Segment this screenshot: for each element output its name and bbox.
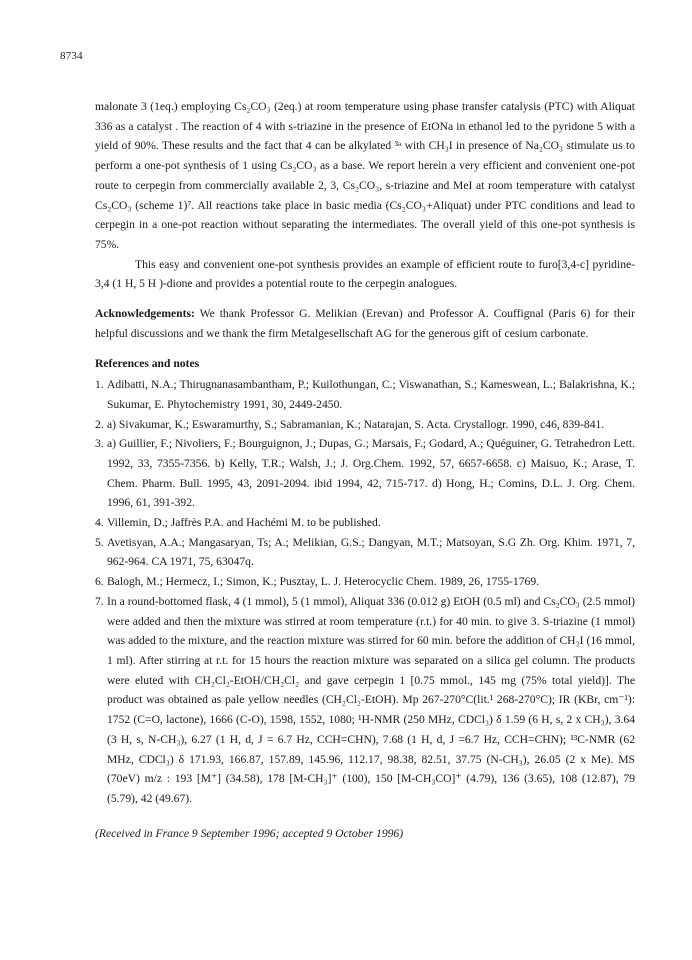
reference-number: 6. (95, 575, 104, 589)
reference-number: 5. (95, 535, 104, 549)
reference-text: Adibatti, N.A.; Thirugnanasambantham, P.; Kuilothungan, C.; Viswanathan, S.; Kameswean, L.; Balakrishna, K.; Sukumar, E. Phytochemistry 1991, 30, 2449-2450. (107, 378, 635, 411)
reference-text: a) Guillier, F.; Nivoliers, F.; Bourguignon, J.; Dupas, G.; Marsais, F.; Godard, A.; Quéguiner, G. Tetrahedron Lett. 1992, 33, 7355-7356. b) Kelly, T.R.; Walsh, J.; J. Org.Chem. 1992, 57, 6657-6658. c) Maisuo, K.; Arase, T. Chem. Pharm. Bull. 1995, 43, 2091-2094. ibid 1994, 42, 715-717. d) Hong, H.; Comins, D.L. J. Org. Chem. 1996, 61, 391-392. (107, 437, 635, 510)
paragraph-2: This easy and convenient one-pot synthesis provides an example of efficient route to furo[3,4-c] pyridine-3,4 (1 H, 5 H )-dione and provides a potential route to the cerpegin analogues. (95, 257, 635, 291)
main-text (95, 97, 635, 809)
acknowledgements-text: We thank Professor G. Melikian (Erevan) and Professor A. Couffignal (Paris 6) for their helpful discussions and we thank the firm Metalgesellschaft AG for the generous gift of cesium carbonate. (95, 307, 635, 340)
reference-text: Avetisyan, A.A.; Mangasaryan, Ts; A.; Melikian, G.S.; Dangyan, M.T.; Matsoyan, S.G Zh. Org. Khim. 1971, 7, 962-964. CA 1971, 75, 63047q. (107, 535, 635, 569)
reference-item (95, 375, 635, 414)
reference-list (95, 375, 635, 808)
reference-item (95, 415, 635, 435)
reference-number: 7. (95, 594, 104, 608)
reference-text: a) Sivakumar, K.; Eswaramurthy, S.; Sabramanian, K.; Natarajan, S. Acta. Crystallogr. 1990, c46, 839-841. (107, 417, 605, 431)
reference-item (95, 434, 635, 513)
paragraph-1: malonate 3 (1eq.) employing Cs₂CO₃ (2eq.) at room temperature using phase transfer catalysis (PTC) with Aliquat 336 as a catalyst . The reaction of 4 with s-triazine in the presence of EtONa in ethanol led to the pyridone 5 with a yield of 90%. These results and the fact that 4 can be alkylated ³ᵃ with CH₃I in presence of Na₂CO₃ stimulate us to perform a one-pot synthesis of 1 using Cs₂CO₃ as a base. We report herein a very efficient and convenient one-pot route to cerpegin from commercially available 2, 3, Cs₂CO₃, s-triazine and MeI at room temperature with catalyst Cs₂CO₃ (scheme 1)⁷. All reactions take place in basic media (Cs₂CO₃+Aliquat) under PTC conditions and lead to cerpegin in a one-pot reaction without separating the intermediates. The overall yield of this one-pot synthesis is 75%. (95, 100, 635, 251)
reference-text: In a round-bottomed flask, 4 (1 mmol), 5 (1 mmol), Aliquat 336 (0.012 g) EtOH (0.5 ml) and Cs₂CO₃ (2.5 mmol) were added and then the mixture was stirred at room temperature (r.t.) for 40 min. to give 3. S-triazine (1 mmol) was added to the mixture, and the reaction mixture was stirred for 60 min. before the addition of CH₃I (16 mmol, 1 ml). After stirring at r.t. for 15 hours the reaction mixture was separated on a silica gel column. The products were eluted with CH₂Cl₂-EtOH/CH₂Cl₂ and gave cerpegin 1 [0.75 mmol., 145 mg (75% total yield)]. The product was obtained as pale yellow needles (CH₂Cl₂-EtOH). Mp 267-270°C(lit.¹ 268-270°C); IR (KBr, cm⁻¹): 1752 (C=O, lactone), 1666 (C-O), 1598, 1552, 1080; ¹H-NMR (250 MHz, CDCl₃) δ 1.59 (6 H, s, 2 x CH₃), 3.64 (3 H, s, N-CH₃), 6.27 (1 H, d, J = 6.7 Hz, CCH=CHN), 7.68 (1 H, d, J =6.7 Hz, CCH=CHN); ¹³C-NMR (62 MHz, CDCl₃) δ 171.93, 166.87, 157.89, 145.96, 112.17, 98.38, 82.51, 37.75 (N-CH₃), 26.05 (2 x Me). MS (70eV) m/z : 193 [M⁺] (34.58), 178 [M-CH₃]⁺ (100), 150 [M-CH₃CO]⁺ (4.79), 136 (3.65), 108 (12.87), 79 (5.79), 42 (49.67). (107, 594, 635, 805)
reference-number: 1. (95, 378, 104, 392)
page-number: 8734 (60, 50, 83, 62)
reference-number: 4. (95, 516, 104, 530)
reference-number: 3. (95, 437, 104, 451)
acknowledgements-label: Acknowledgements: (95, 307, 195, 321)
reference-number: 2. (95, 417, 104, 431)
references-title: References and notes (95, 357, 200, 371)
acknowledgements (95, 304, 635, 343)
reference-item (95, 592, 635, 809)
reference-item (95, 572, 635, 592)
reference-item (95, 533, 635, 572)
received-note: (Received in France 9 September 1996; accepted 9 October 1996) (95, 827, 404, 840)
reference-text: Balogh, M.; Hermecz, I.; Simon, K.; Pusztay, L. J. Heterocyclic Chem. 1989, 26, 1755-1769. (107, 575, 540, 589)
reference-item (95, 513, 635, 533)
reference-text: Villemin, D.; Jaffrès P.A. and Hachémi M. to be published. (107, 516, 381, 530)
